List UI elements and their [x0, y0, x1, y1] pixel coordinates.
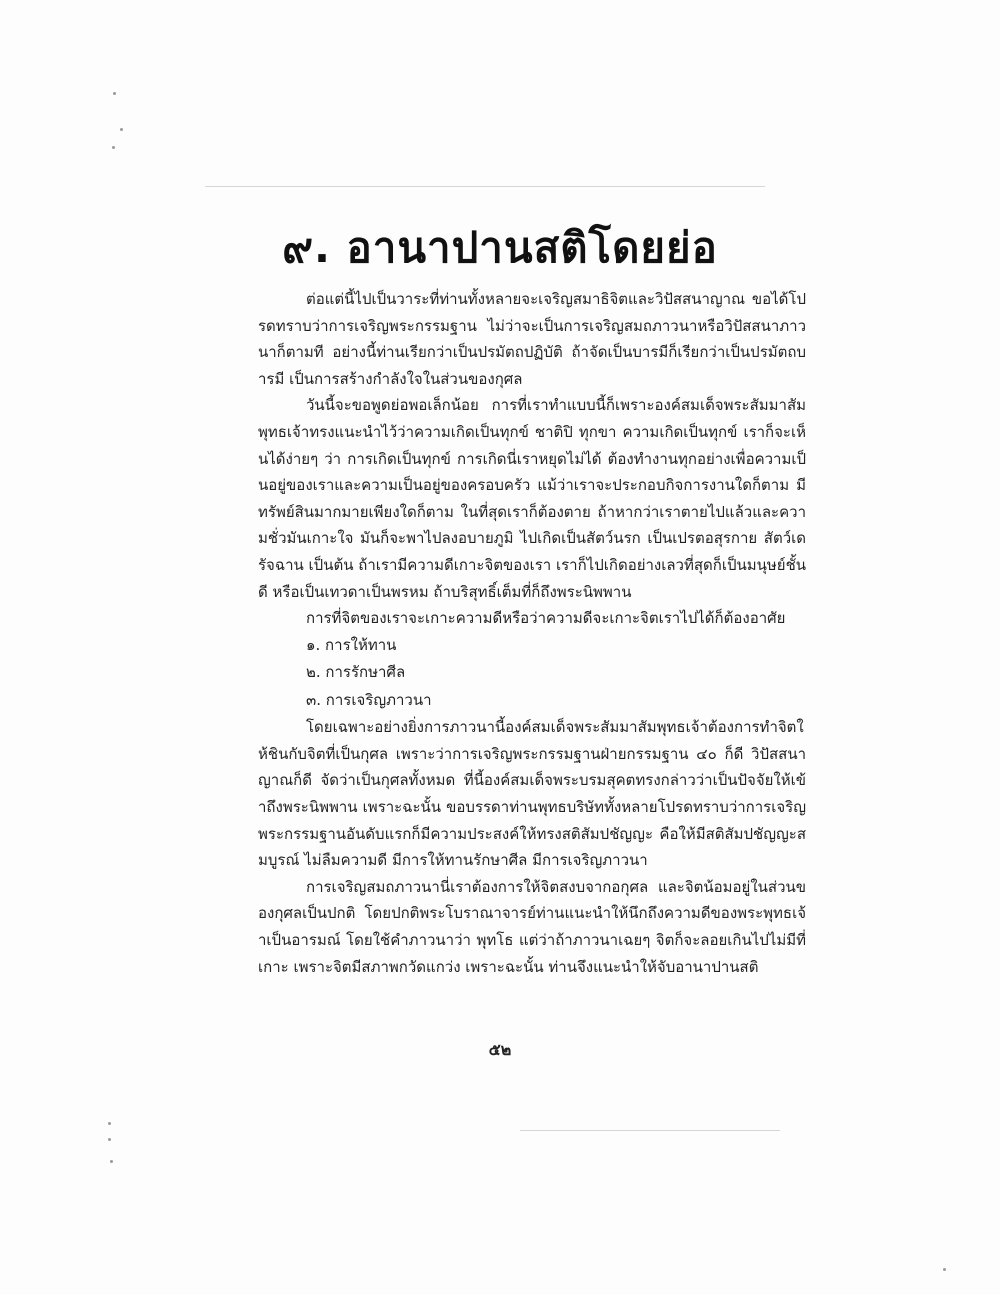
list-item: ๒. การรักษาศีล: [306, 663, 406, 682]
list-item: ๑. การให้ทาน: [306, 635, 397, 654]
scan-speck: [120, 128, 123, 131]
numbered-list: [258, 632, 806, 715]
paragraph: การเจริญสมถภาวนานี่เราต้องการให้จิตสงบจากอกุศล และจิตน้อมอยู่ในส่วนของกุศลเป็นปกติ โดยปกติพระโบราณาจารย์ท่านแนะนำให้นึกถึงความดีของพระพุทธเจ้าเป็นอารมณ์ โดยใช้คำภาวนาว่า พุทโธ แต่ว่าถ้าภาวนาเฉยๆ จิตก็จะลอยเกินไปไม่มีที่เกาะ เพราะจิตมีสภาพกวัดแกว่ง เพราะฉะนั้น ท่านจึงแนะนำให้จับอานาปานสติ: [258, 877, 806, 976]
page-number: ๕๒: [488, 1040, 512, 1059]
scan-speck: [108, 1122, 111, 1125]
paragraph: โดยเฉพาะอย่างยิ่งการภาวนานี้องค์สมเด็จพระสัมมาสัมพุทธเจ้าต้องการทำจิตให้ชินกับจิตที่เป็นกุศล เพราะว่าการเจริญพระกรรมฐานฝ่ายกรรมฐาน ๔๐ ก็ดี วิปัสสนาญาณก็ดี จัดว่าเป็นกุศลทั้งหมด ที่นี้องค์สมเด็จพระบรมสุคตทรงกล่าวว่าเป็นปัจจัยให้เข้าถึงพระนิพพาน เพราะฉะนั้น ขอบรรดาท่านพุทธบริษัททั้งหลายโปรดทราบว่าการเจริญพระกรรมฐานอันดับแรกก็มีความประสงค์ให้ทรงสติสัมปชัญญะ คือให้มีสติสัมปชัญญะสมบูรณ์ ไม่ลืมความดี มีการให้ทานรักษาศีล มีการเจริญภาวนา: [258, 718, 806, 870]
scan-streak: [520, 1130, 780, 1131]
paragraph: การที่จิตของเราจะเกาะความดีหรือว่าความดีจะเกาะจิตเราไปได้ก็ต้องอาศัย: [306, 609, 786, 628]
scan-streak: [205, 186, 765, 187]
paragraph: วันนี้จะขอพูดย่อพอเล็กน้อย การที่เราทำแบบนี้ก็เพราะองค์สมเด็จพระสัมมาสัมพุทธเจ้าทรงแนะนำไว้ว่าความเกิดเป็นทุกข์ ชาติปิ ทุกขา ความเกิดเป็นทุกข์ เราก็จะเห็นได้ง่ายๆ ว่า การเกิดเป็นทุกข์ การเกิดนี่เราหยุดไม่ได้ ต้องทำงานทุกอย่างเพื่อความเป็นอยู่ของเราและความเป็นอยู่ของครอบครัว แม้ว่าเราจะประกอบกิจการงานใดก็ตาม มีทรัพย์สินมากมายเพียงใดก็ตาม ในที่สุดเราก็ต้องตาย ถ้าหากว่าเราตายไปแล้วและความชั่วมันเกาะใจ มันก็จะพาไปลงอบายภูมิ ไปเกิดเป็นสัตว์นรก เป็นเปรตอสุรกาย สัตว์เดรัจฉาน เป็นต้น ถ้าเรามีความดีเกาะจิตของเรา เราก็ไปเกิดอย่างเลวที่สุดก็เป็นมนุษย์ชั้นดี หรือเป็นเทวดาเป็นพรหม ถ้าบริสุทธิ์เต็มที่ก็ถึงพระนิพพาน: [258, 396, 806, 601]
scan-speck: [108, 1138, 111, 1141]
document-title: ๙. อานาปานสติโดยย่อ: [282, 223, 718, 272]
list-item: ๓. การเจริญภาวนา: [306, 690, 432, 709]
document-body: [258, 286, 806, 980]
scan-speck: [113, 92, 116, 95]
paragraph: ต่อแต่นี้ไปเป็นวาระที่ท่านทั้งหลายจะเจริญสมาธิจิตและวิปัสสนาญาณ ขอได้โปรดทราบว่าการเจริญพระกรรมฐาน ไม่ว่าจะเป็นการเจริญสมถภาวนาหรือวิปัสสนาภาวนาก็ตามที อย่างนี้ท่านเรียกว่าเป็นปรมัตถปฏิบัติ ถ้าจัดเป็นบารมีก็เรียกว่าเป็นปรมัตถบารมี เป็นการสร้างกำลังใจในส่วนของกุศล: [258, 290, 806, 388]
scan-speck: [112, 146, 115, 149]
scan-speck: [943, 1268, 946, 1271]
scan-speck: [110, 1160, 113, 1163]
